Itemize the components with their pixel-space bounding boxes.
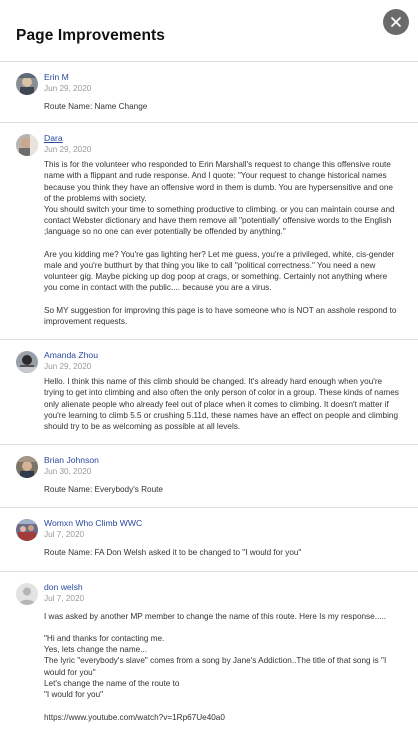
comment-item xyxy=(0,339,418,444)
comment-author[interactable]: Dara xyxy=(44,133,63,144)
comment-date: Jul 7, 2020 xyxy=(44,530,85,540)
photo-avatar-icon[interactable] xyxy=(16,73,38,95)
comment-author[interactable]: Womxn Who Climb WWC xyxy=(44,518,143,529)
close-icon xyxy=(390,16,402,28)
comment-date: Jun 29, 2020 xyxy=(44,145,92,155)
comment-author[interactable]: Erin M xyxy=(44,72,69,82)
comment-body: This is for the volunteer who responded to Erin Marshall's request to change this offensive route name with a flippant and rude response. And I quote: "Your request to change historical names because you think they have an offensive word in them is dumb. You are hypersensitive and one of the problems with society. You should switch your time to something productive to climbing. or you can maintain course and contact Webster dictionary and have them remove all "potentially' offensive words to the English ;language so no one can ever potentially be offended by anything." Are you kidding me? You're gas lighting her? Let me guess, you're a privileged, white, cis-gender male and you're butthurt by that thing you like to call "political correctness." You need a new volunteer gig. Maybe picking up dog poop at crags, or something. Certainly not anything where you come in contact with the public.... because you are a virus. So MY suggestion for improving this page is to have someone who is NOT an asshole respond to improvement requests. xyxy=(44,160,397,327)
comment-list xyxy=(0,61,418,723)
comment-date: Jun 29, 2020 xyxy=(44,84,92,93)
comment-item xyxy=(0,122,418,339)
page-title: Page Improvements xyxy=(16,27,166,44)
comment-author[interactable]: don welsh xyxy=(44,581,83,592)
photo-avatar-icon[interactable] xyxy=(16,456,38,478)
comment-item xyxy=(0,444,418,507)
comment-body: Route Name: FA Don Welsh asked it to be changed to "I would for you" xyxy=(44,548,302,558)
comment-date: Jun 30, 2020 xyxy=(44,467,92,477)
default-user-icon[interactable] xyxy=(16,583,38,605)
photo-avatar-icon[interactable] xyxy=(16,351,38,373)
comment-body: Route Name: Name Change xyxy=(44,102,148,111)
comment-author[interactable]: Brian Johnson xyxy=(44,455,99,466)
close-button[interactable] xyxy=(383,9,409,35)
comment-body: I was asked by another MP member to change the name of this route. Here Is my response..... "Hi and thanks for contacting me. Yes, lets change the name... The lyric "everybody's slave" comes from a song by Jane's Addiction..The title of that song is "I would for you" Let's change the name of the route to "I would for you" https://www.youtube.com/watch?v=1Rp67Ue40a0 xyxy=(44,611,387,722)
comment-author[interactable]: Amanda Zhou xyxy=(44,350,98,361)
comment-body: Route Name: Everybody's Route xyxy=(44,485,163,495)
comment-item xyxy=(0,507,418,570)
comment-date: Jul 7, 2020 xyxy=(44,593,85,603)
comment-item xyxy=(0,61,418,122)
comment-date: Jun 29, 2020 xyxy=(44,362,92,372)
photo-avatar-icon[interactable] xyxy=(16,519,38,541)
comment-body: Hello. I think this name of this climb should be changed. It's already hard enough when you're trying to get into climbing and also often the only person of color in a group. These kinds of names only alienate people who already feel out of place when it comes to climbing. It doesn't matter if you're learning to climb 5.5 or crushing 5.11d, these names have an effect on people and climbing should try to be as welcoming as possible at all levels. xyxy=(44,377,399,432)
photo-avatar-icon[interactable] xyxy=(16,134,38,156)
comment-item xyxy=(0,571,418,723)
